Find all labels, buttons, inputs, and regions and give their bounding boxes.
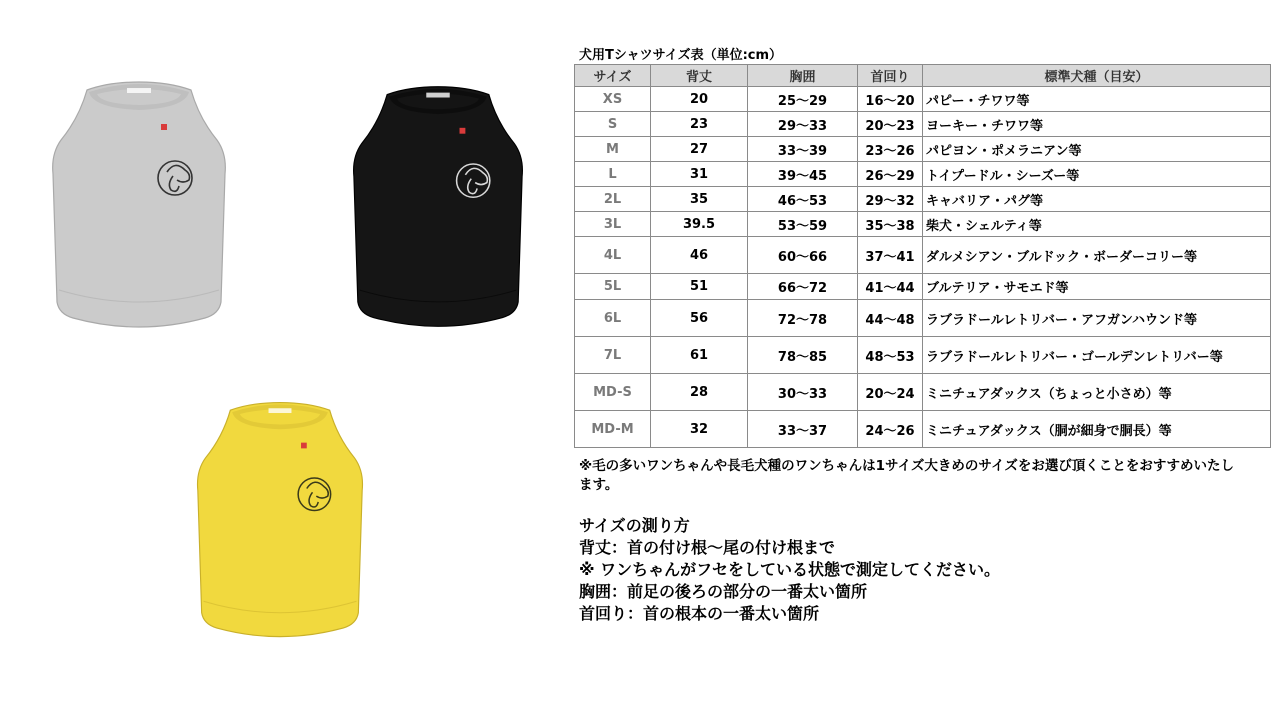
- table-row: [575, 212, 1271, 237]
- measurement-line: ※ ワンちゃんがフセをしている状態で測定してください。: [579, 560, 1000, 579]
- back-length-cell: 31: [651, 162, 748, 187]
- header-back-length: 背丈: [651, 65, 748, 87]
- table-row: [575, 411, 1271, 448]
- chest-cell: 53〜59: [748, 212, 858, 237]
- neck-cell: 44〜48: [858, 300, 923, 337]
- chest-cell: 25〜29: [748, 87, 858, 112]
- header-size: サイズ: [575, 65, 651, 87]
- back-length-cell: 32: [651, 411, 748, 448]
- breed-cell: トイプードル・シーズー等: [923, 162, 1271, 187]
- chest-cell: 78〜85: [748, 337, 858, 374]
- back-length-cell: 27: [651, 137, 748, 162]
- back-length-cell: 61: [651, 337, 748, 374]
- size-cell: 2L: [575, 187, 651, 212]
- neck-cell: 41〜44: [858, 274, 923, 300]
- chest-cell: 39〜45: [748, 162, 858, 187]
- breed-cell: パピヨン・ポメラニアン等: [923, 137, 1271, 162]
- neck-cell: 48〜53: [858, 337, 923, 374]
- breed-cell: パピー・チワワ等: [923, 87, 1271, 112]
- size-table-title: 犬用Tシャツサイズ表（単位:cm）: [579, 48, 783, 63]
- neck-cell: 16〜20: [858, 87, 923, 112]
- measurement-line: 首回り：首の根本の一番太い箇所: [579, 604, 820, 623]
- breed-cell: キャバリア・パグ等: [923, 187, 1271, 212]
- size-note: ※毛の多いワンちゃんや長毛犬種のワンちゃんは1サイズ大きめのサイズをお選び頂くことをおすすめいたします。: [579, 458, 1234, 493]
- breed-cell: ミニチュアダックス（ちょっと小さめ）等: [923, 374, 1271, 411]
- measurement-line: 背丈：首の付け根〜尾の付け根まで: [579, 538, 836, 557]
- chest-cell: 30〜33: [748, 374, 858, 411]
- gray-shirt-image: [48, 78, 230, 334]
- size-cell: 5L: [575, 274, 651, 300]
- table-row: [575, 162, 1271, 187]
- black-shirt-image: [350, 80, 526, 336]
- table-row: [575, 300, 1271, 337]
- size-cell: MD-S: [575, 374, 651, 411]
- breed-cell: ラブラドールレトリバー・ゴールデンレトリバー等: [923, 337, 1271, 374]
- chest-cell: 46〜53: [748, 187, 858, 212]
- chest-cell: 33〜37: [748, 411, 858, 448]
- size-cell: 4L: [575, 237, 651, 274]
- back-length-cell: 56: [651, 300, 748, 337]
- size-table-header-row: [575, 65, 1271, 87]
- chest-cell: 60〜66: [748, 237, 858, 274]
- neck-cell: 29〜32: [858, 187, 923, 212]
- size-cell: 7L: [575, 337, 651, 374]
- measurement-line: 胸囲：前足の後ろの部分の一番太い箇所: [579, 582, 868, 601]
- header-neck: 首回り: [858, 65, 923, 87]
- header-chest: 胸囲: [748, 65, 858, 87]
- table-row: [575, 87, 1271, 112]
- measurement-guide-heading: サイズの測り方: [579, 516, 690, 535]
- neck-cell: 20〜24: [858, 374, 923, 411]
- table-row: [575, 337, 1271, 374]
- back-length-cell: 35: [651, 187, 748, 212]
- breed-cell: ヨーキー・チワワ等: [923, 112, 1271, 137]
- size-cell: MD-M: [575, 411, 651, 448]
- table-row: [575, 187, 1271, 212]
- neck-cell: 24〜26: [858, 411, 923, 448]
- neck-cell: 26〜29: [858, 162, 923, 187]
- breed-cell: ブルテリア・サモエド等: [923, 274, 1271, 300]
- table-row: [575, 274, 1271, 300]
- table-row: [575, 374, 1271, 411]
- size-cell: XS: [575, 87, 651, 112]
- chest-cell: 66〜72: [748, 274, 858, 300]
- measurement-guide: [579, 515, 1000, 625]
- breed-cell: ラブラドールレトリバー・アフガンハウンド等: [923, 300, 1271, 337]
- back-length-cell: 28: [651, 374, 748, 411]
- back-length-cell: 39.5: [651, 212, 748, 237]
- back-length-cell: 20: [651, 87, 748, 112]
- table-row: [575, 137, 1271, 162]
- breed-cell: ミニチュアダックス（胴が細身で胴長）等: [923, 411, 1271, 448]
- size-cell: L: [575, 162, 651, 187]
- back-length-cell: 46: [651, 237, 748, 274]
- neck-cell: 35〜38: [858, 212, 923, 237]
- size-cell: 3L: [575, 212, 651, 237]
- breed-cell: 柴犬・シェルティ等: [923, 212, 1271, 237]
- size-cell: 6L: [575, 300, 651, 337]
- yellow-shirt-image: [194, 396, 366, 646]
- neck-cell: 23〜26: [858, 137, 923, 162]
- chest-cell: 29〜33: [748, 112, 858, 137]
- size-cell: M: [575, 137, 651, 162]
- size-cell: S: [575, 112, 651, 137]
- header-breed: 標準犬種（目安）: [923, 65, 1271, 87]
- chest-cell: 33〜39: [748, 137, 858, 162]
- neck-cell: 20〜23: [858, 112, 923, 137]
- breed-cell: ダルメシアン・ブルドック・ボーダーコリー等: [923, 237, 1271, 274]
- size-table: [574, 64, 1271, 448]
- neck-cell: 37〜41: [858, 237, 923, 274]
- back-length-cell: 23: [651, 112, 748, 137]
- back-length-cell: 51: [651, 274, 748, 300]
- table-row: [575, 112, 1271, 137]
- table-row: [575, 237, 1271, 274]
- chest-cell: 72〜78: [748, 300, 858, 337]
